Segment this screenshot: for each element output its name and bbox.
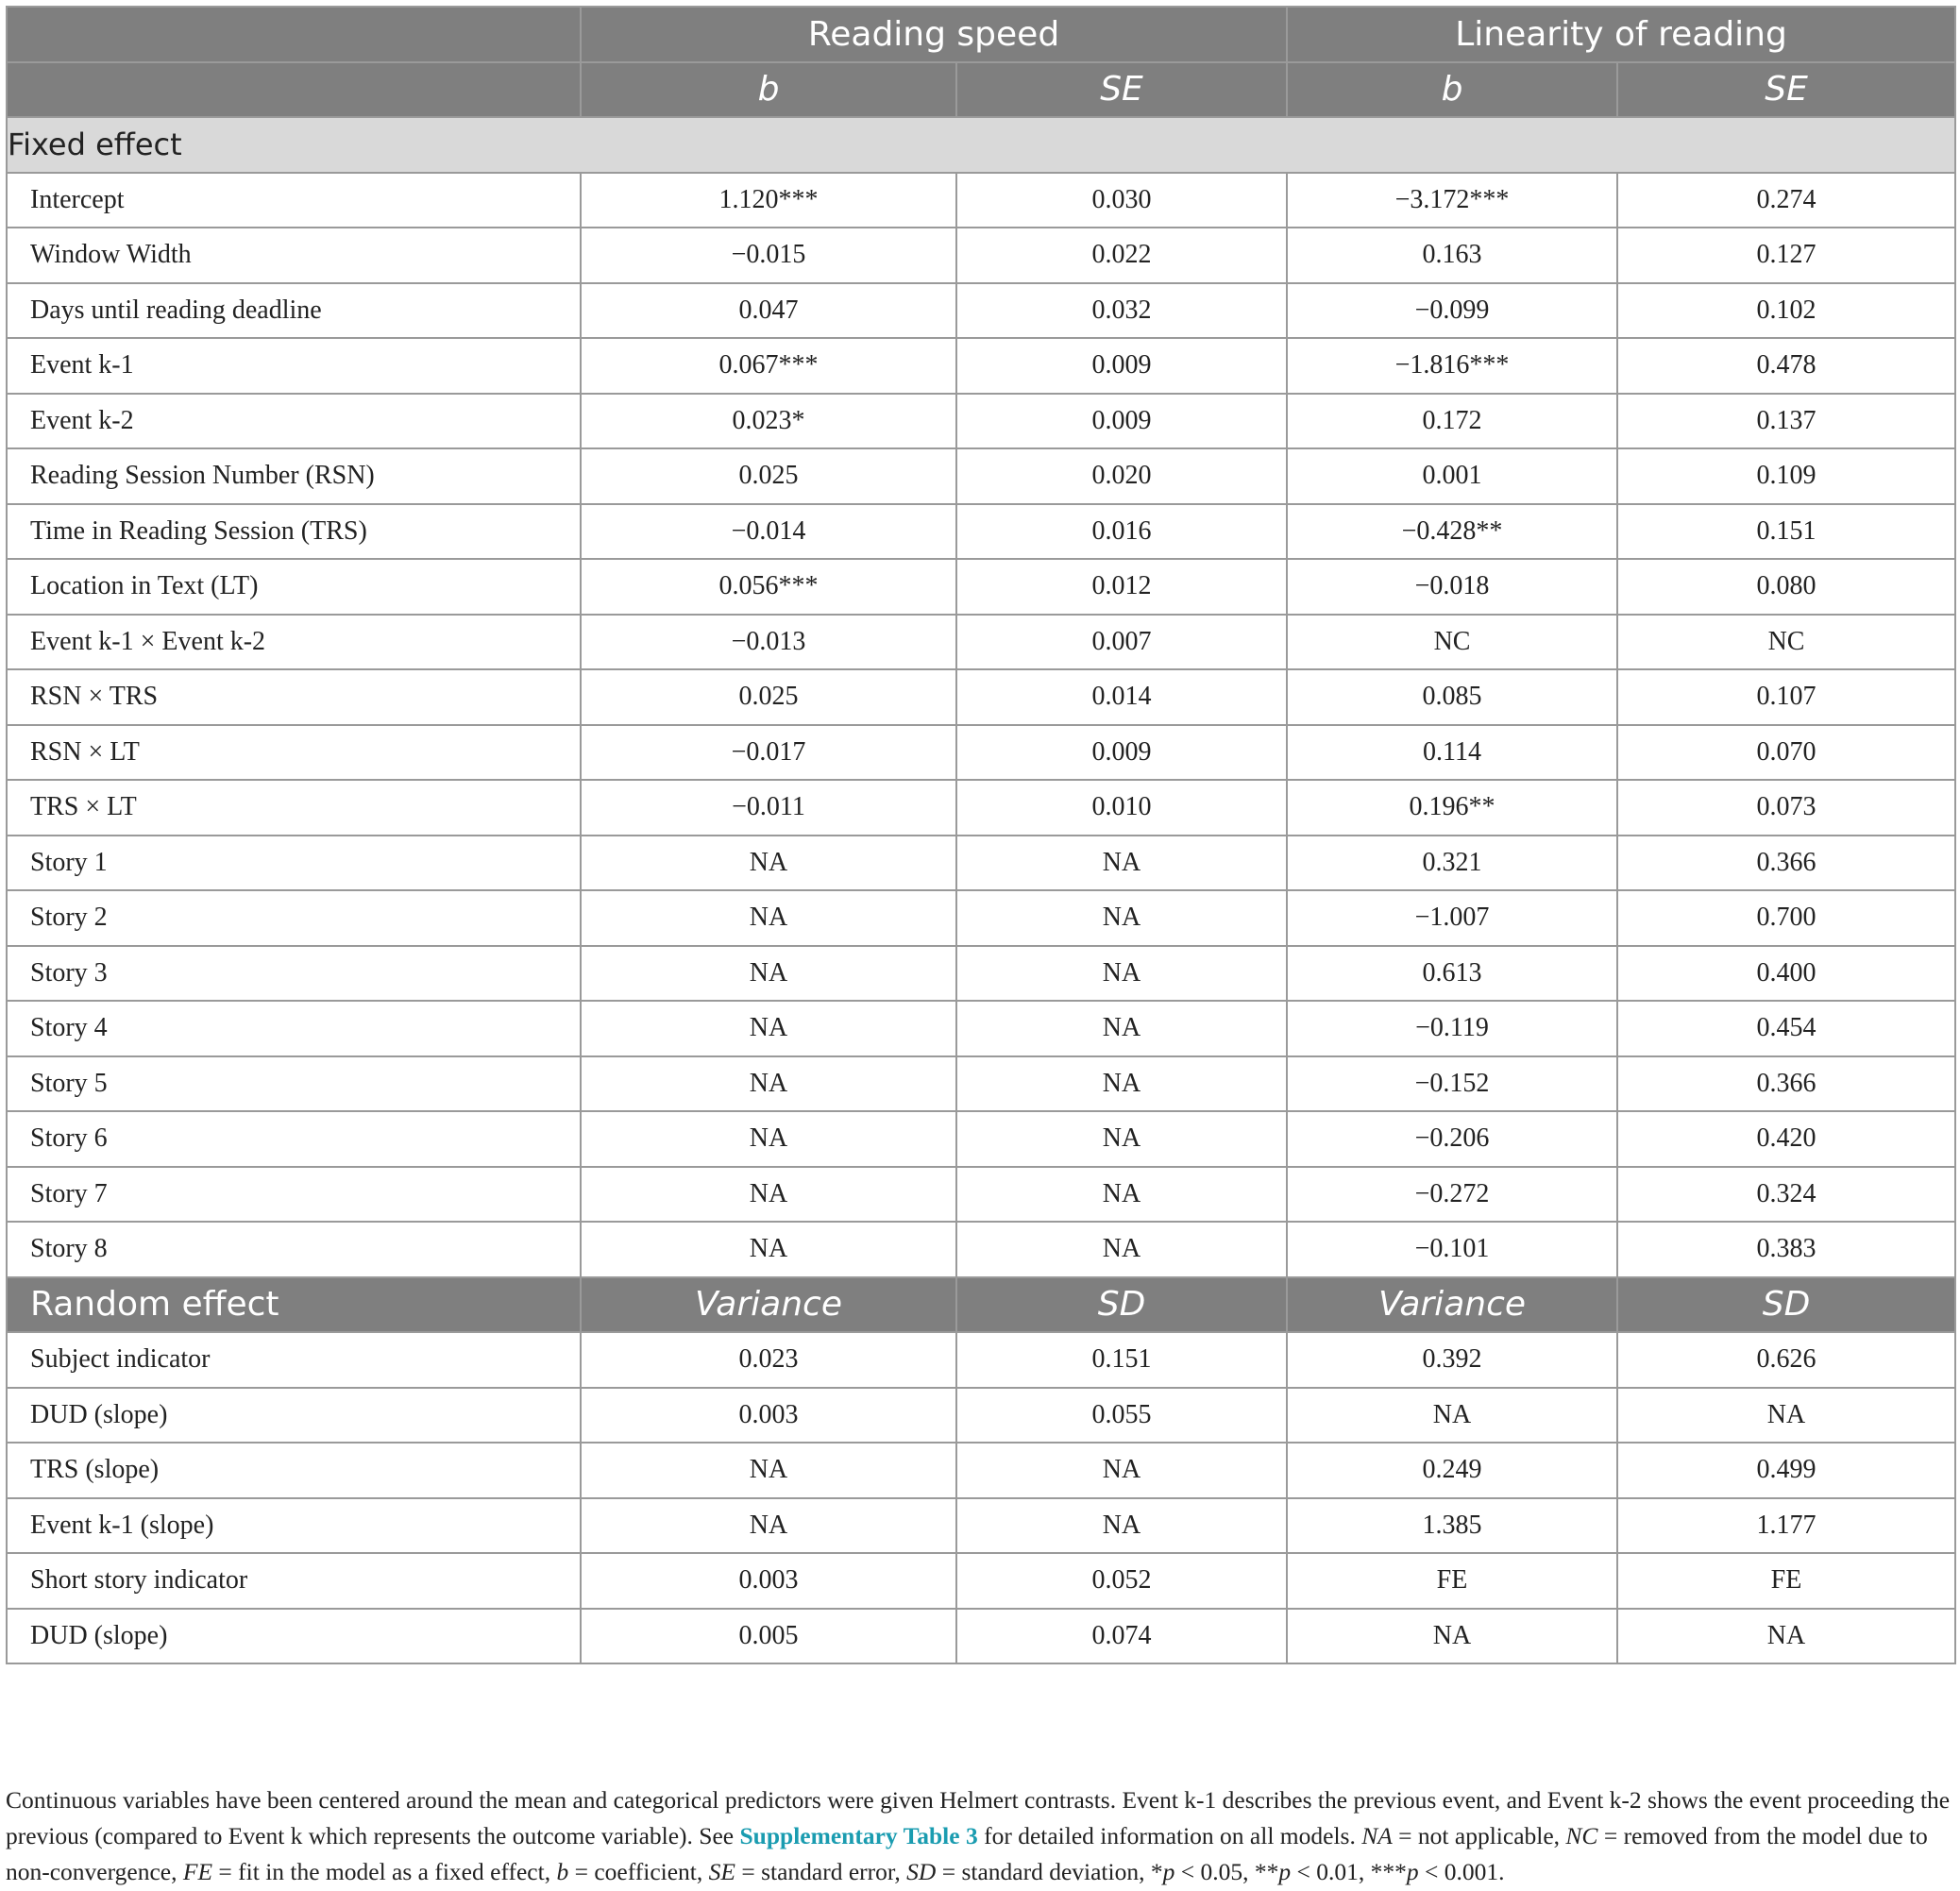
note-p2-star: ** bbox=[1254, 1858, 1279, 1885]
speed-b-cell: NA bbox=[581, 1167, 956, 1223]
linearity-se-cell: 0.700 bbox=[1617, 890, 1955, 946]
row-label-cell: DUD (slope) bbox=[7, 1609, 581, 1664]
random-effect-section-row bbox=[7, 1277, 1955, 1333]
linearity-b-cell: 0.163 bbox=[1287, 228, 1617, 283]
note-nc-abbr: NC bbox=[1565, 1822, 1598, 1849]
linearity-se-cell: 0.080 bbox=[1617, 559, 1955, 615]
row-label-cell: Story 4 bbox=[7, 1001, 581, 1056]
table-row bbox=[7, 615, 1955, 670]
speed-se-cell: NA bbox=[956, 1498, 1287, 1554]
note-nc-def: = removed from the model due to non-convergence, bbox=[6, 1822, 1928, 1885]
linearity-se-cell: 0.102 bbox=[1617, 283, 1955, 339]
note-na-def: = not applicable, bbox=[1392, 1822, 1566, 1849]
table-row bbox=[7, 283, 1955, 339]
linearity-se-cell: 0.070 bbox=[1617, 725, 1955, 781]
sd-linearity-header: SD bbox=[1617, 1277, 1955, 1333]
row-label-cell: TRS (slope) bbox=[7, 1443, 581, 1498]
header-linearity: Linearity of reading bbox=[1287, 7, 1955, 62]
linearity-b-cell: −1.007 bbox=[1287, 890, 1617, 946]
speed-b-cell: 0.067*** bbox=[581, 338, 956, 394]
row-label-cell: Location in Text (LT) bbox=[7, 559, 581, 615]
linearity-b-cell: 0.321 bbox=[1287, 836, 1617, 891]
row-label-cell: Story 1 bbox=[7, 836, 581, 891]
linearity-b-cell: −0.206 bbox=[1287, 1111, 1617, 1167]
table-row bbox=[7, 1167, 1955, 1223]
results-table-container bbox=[6, 6, 1954, 1664]
group-header-row bbox=[7, 7, 1955, 62]
speed-b-cell: NA bbox=[581, 1001, 956, 1056]
speed-b-cell: 0.003 bbox=[581, 1553, 956, 1609]
table-row bbox=[7, 1553, 1955, 1609]
linearity-se-cell: 0.107 bbox=[1617, 669, 1955, 725]
speed-b-cell: 0.023 bbox=[581, 1332, 956, 1388]
note-fe-abbr: FE bbox=[182, 1858, 213, 1885]
speed-se-cell: NA bbox=[956, 890, 1287, 946]
speed-se-cell: 0.055 bbox=[956, 1388, 1287, 1444]
note-se-abbr: SE bbox=[708, 1858, 735, 1885]
speed-se-cell: 0.074 bbox=[956, 1609, 1287, 1664]
note-text-1: Continuous variables have been centered around the mean and categorical predictors were given Helmert contrasts. Event k-1 describes the previous event, and Event k-2 shows the event proceeding the previous (compared to Event k which represents the outcome variable). See bbox=[6, 1786, 1951, 1849]
linearity-se-cell: 0.400 bbox=[1617, 946, 1955, 1002]
speed-se-cell: 0.012 bbox=[956, 559, 1287, 615]
speed-se-cell: 0.022 bbox=[956, 228, 1287, 283]
linearity-se-cell: 0.626 bbox=[1617, 1332, 1955, 1388]
linearity-b-cell: 0.114 bbox=[1287, 725, 1617, 781]
linearity-b-cell: NA bbox=[1287, 1388, 1617, 1444]
speed-se-cell: 0.020 bbox=[956, 448, 1287, 504]
table-row bbox=[7, 504, 1955, 560]
linearity-b-cell: −0.428** bbox=[1287, 504, 1617, 560]
row-label-cell: RSN × TRS bbox=[7, 669, 581, 725]
note-p2-sym: p bbox=[1278, 1858, 1292, 1885]
row-label-cell: Time in Reading Session (TRS) bbox=[7, 504, 581, 560]
regression-results-table bbox=[6, 6, 1956, 1664]
note-b-def: = coefficient, bbox=[568, 1858, 709, 1885]
linearity-se-cell: 0.151 bbox=[1617, 504, 1955, 560]
linearity-b-cell: −0.152 bbox=[1287, 1056, 1617, 1112]
table-row bbox=[7, 669, 1955, 725]
linearity-b-cell: NA bbox=[1287, 1609, 1617, 1664]
note-p1-star: * bbox=[1150, 1858, 1163, 1885]
linearity-b-cell: 0.613 bbox=[1287, 946, 1617, 1002]
table-row bbox=[7, 1498, 1955, 1554]
speed-se-cell: 0.009 bbox=[956, 394, 1287, 449]
speed-b-cell: NA bbox=[581, 1056, 956, 1112]
speed-se-cell: 0.014 bbox=[956, 669, 1287, 725]
speed-b-cell: NA bbox=[581, 946, 956, 1002]
speed-b-cell: NA bbox=[581, 1222, 956, 1277]
linearity-se-cell: 0.127 bbox=[1617, 228, 1955, 283]
row-label-cell: Event k-1 (slope) bbox=[7, 1498, 581, 1554]
table-row bbox=[7, 1332, 1955, 1388]
speed-se-cell: NA bbox=[956, 1056, 1287, 1112]
speed-b-cell: 0.005 bbox=[581, 1609, 956, 1664]
note-p3-rest: < 0.001. bbox=[1418, 1858, 1505, 1885]
table-row bbox=[7, 1056, 1955, 1112]
linearity-se-cell: 0.499 bbox=[1617, 1443, 1955, 1498]
speed-b-cell: 0.023* bbox=[581, 394, 956, 449]
linearity-b-cell: −0.272 bbox=[1287, 1167, 1617, 1223]
linearity-se-cell: 0.073 bbox=[1617, 780, 1955, 836]
table-row bbox=[7, 448, 1955, 504]
speed-se-cell: NA bbox=[956, 1001, 1287, 1056]
note-p2-rest: < 0.01, bbox=[1291, 1858, 1371, 1885]
sd-speed-header: SD bbox=[956, 1277, 1287, 1333]
subheader-se-linearity: SE bbox=[1617, 62, 1955, 118]
note-sd-abbr: SD bbox=[906, 1858, 937, 1885]
speed-b-cell: −0.015 bbox=[581, 228, 956, 283]
note-se-def: = standard error, bbox=[735, 1858, 907, 1885]
row-label-cell: Event k-2 bbox=[7, 394, 581, 449]
speed-b-cell: NA bbox=[581, 1111, 956, 1167]
linearity-b-cell: 1.385 bbox=[1287, 1498, 1617, 1554]
table-row bbox=[7, 394, 1955, 449]
speed-se-cell: 0.007 bbox=[956, 615, 1287, 670]
note-sd-def: = standard deviation, bbox=[936, 1858, 1151, 1885]
row-label-cell: Story 5 bbox=[7, 1056, 581, 1112]
linearity-se-cell: 0.274 bbox=[1617, 173, 1955, 228]
variance-speed-header: Variance bbox=[581, 1277, 956, 1333]
row-label-cell: RSN × LT bbox=[7, 725, 581, 781]
speed-se-cell: NA bbox=[956, 836, 1287, 891]
table-row bbox=[7, 1222, 1955, 1277]
linearity-b-cell: −0.018 bbox=[1287, 559, 1617, 615]
supplementary-table-link[interactable]: Supplementary Table 3 bbox=[739, 1822, 978, 1849]
linearity-b-cell: −0.101 bbox=[1287, 1222, 1617, 1277]
table-row bbox=[7, 780, 1955, 836]
linearity-se-cell: 0.366 bbox=[1617, 1056, 1955, 1112]
table-row bbox=[7, 559, 1955, 615]
header-reading-speed: Reading speed bbox=[581, 7, 1287, 62]
row-label-cell: Story 3 bbox=[7, 946, 581, 1002]
speed-b-cell: −0.014 bbox=[581, 504, 956, 560]
table-row bbox=[7, 1443, 1955, 1498]
linearity-b-cell: FE bbox=[1287, 1553, 1617, 1609]
note-p3-star: *** bbox=[1370, 1858, 1407, 1885]
linearity-se-cell: 0.420 bbox=[1617, 1111, 1955, 1167]
fixed-effect-label: Fixed effect bbox=[7, 117, 1955, 173]
table-row bbox=[7, 836, 1955, 891]
linearity-b-cell: −3.172*** bbox=[1287, 173, 1617, 228]
linearity-b-cell: −0.119 bbox=[1287, 1001, 1617, 1056]
speed-se-cell: 0.030 bbox=[956, 173, 1287, 228]
speed-b-cell: 0.056*** bbox=[581, 559, 956, 615]
linearity-b-cell: 0.085 bbox=[1287, 669, 1617, 725]
linearity-b-cell: 0.196** bbox=[1287, 780, 1617, 836]
speed-b-cell: 0.025 bbox=[581, 669, 956, 725]
speed-b-cell: NA bbox=[581, 1498, 956, 1554]
subheader-empty-cell bbox=[7, 62, 581, 118]
linearity-se-cell: NA bbox=[1617, 1388, 1955, 1444]
speed-b-cell: −0.011 bbox=[581, 780, 956, 836]
note-na-abbr: NA bbox=[1361, 1822, 1393, 1849]
table-row bbox=[7, 1609, 1955, 1664]
linearity-b-cell: −1.816*** bbox=[1287, 338, 1617, 394]
linearity-se-cell: 1.177 bbox=[1617, 1498, 1955, 1554]
speed-se-cell: 0.052 bbox=[956, 1553, 1287, 1609]
linearity-se-cell: NA bbox=[1617, 1609, 1955, 1664]
note-b-abbr: b bbox=[556, 1858, 569, 1885]
subheader-row bbox=[7, 62, 1955, 118]
table-row bbox=[7, 173, 1955, 228]
note-p3-sym: p bbox=[1406, 1858, 1419, 1885]
speed-se-cell: 0.009 bbox=[956, 725, 1287, 781]
note-text-2: for detailed information on all models. bbox=[977, 1822, 1362, 1849]
linearity-se-cell: 0.324 bbox=[1617, 1167, 1955, 1223]
linearity-se-cell: 0.137 bbox=[1617, 394, 1955, 449]
speed-se-cell: 0.032 bbox=[956, 283, 1287, 339]
linearity-se-cell: 0.383 bbox=[1617, 1222, 1955, 1277]
subheader-se-speed: SE bbox=[956, 62, 1287, 118]
row-label-cell: Reading Session Number (RSN) bbox=[7, 448, 581, 504]
linearity-se-cell: 0.109 bbox=[1617, 448, 1955, 504]
table-row bbox=[7, 1388, 1955, 1444]
speed-b-cell: 0.047 bbox=[581, 283, 956, 339]
row-label-cell: Short story indicator bbox=[7, 1553, 581, 1609]
table-row bbox=[7, 1001, 1955, 1056]
linearity-se-cell: 0.366 bbox=[1617, 836, 1955, 891]
speed-b-cell: −0.013 bbox=[581, 615, 956, 670]
linearity-b-cell: NC bbox=[1287, 615, 1617, 670]
table-row bbox=[7, 890, 1955, 946]
row-label-cell: TRS × LT bbox=[7, 780, 581, 836]
linearity-b-cell: 0.001 bbox=[1287, 448, 1617, 504]
table-row bbox=[7, 946, 1955, 1002]
speed-se-cell: 0.016 bbox=[956, 504, 1287, 560]
random-effect-label: Random effect bbox=[7, 1277, 581, 1333]
speed-b-cell: NA bbox=[581, 890, 956, 946]
speed-se-cell: NA bbox=[956, 946, 1287, 1002]
linearity-b-cell: 0.249 bbox=[1287, 1443, 1617, 1498]
linearity-b-cell: 0.172 bbox=[1287, 394, 1617, 449]
subheader-b-linearity: b bbox=[1287, 62, 1617, 118]
linearity-se-cell: NC bbox=[1617, 615, 1955, 670]
speed-se-cell: NA bbox=[956, 1222, 1287, 1277]
table-footnote bbox=[6, 1782, 1954, 1890]
table-row bbox=[7, 725, 1955, 781]
table-row bbox=[7, 228, 1955, 283]
row-label-cell: Days until reading deadline bbox=[7, 283, 581, 339]
speed-se-cell: NA bbox=[956, 1167, 1287, 1223]
table-row bbox=[7, 1111, 1955, 1167]
linearity-se-cell: 0.454 bbox=[1617, 1001, 1955, 1056]
speed-b-cell: NA bbox=[581, 1443, 956, 1498]
table-row bbox=[7, 338, 1955, 394]
speed-se-cell: NA bbox=[956, 1111, 1287, 1167]
linearity-b-cell: −0.099 bbox=[1287, 283, 1617, 339]
row-label-cell: Story 7 bbox=[7, 1167, 581, 1223]
speed-b-cell: −0.017 bbox=[581, 725, 956, 781]
note-p1-sym: p bbox=[1162, 1858, 1175, 1885]
row-label-cell: Event k-1 bbox=[7, 338, 581, 394]
linearity-se-cell: 0.478 bbox=[1617, 338, 1955, 394]
linearity-b-cell: 0.392 bbox=[1287, 1332, 1617, 1388]
speed-b-cell: 0.025 bbox=[581, 448, 956, 504]
speed-b-cell: NA bbox=[581, 836, 956, 891]
row-label-cell: Story 8 bbox=[7, 1222, 581, 1277]
speed-se-cell: NA bbox=[956, 1443, 1287, 1498]
fixed-effect-section-row bbox=[7, 117, 1955, 173]
speed-se-cell: 0.151 bbox=[956, 1332, 1287, 1388]
row-label-cell: Subject indicator bbox=[7, 1332, 581, 1388]
speed-b-cell: 1.120*** bbox=[581, 173, 956, 228]
row-label-cell: Story 6 bbox=[7, 1111, 581, 1167]
row-label-cell: Window Width bbox=[7, 228, 581, 283]
note-fe-def: = fit in the model as a fixed effect, bbox=[212, 1858, 557, 1885]
row-label-cell: Intercept bbox=[7, 173, 581, 228]
row-label-cell: Event k-1 × Event k-2 bbox=[7, 615, 581, 670]
variance-linearity-header: Variance bbox=[1287, 1277, 1617, 1333]
speed-b-cell: 0.003 bbox=[581, 1388, 956, 1444]
linearity-se-cell: FE bbox=[1617, 1553, 1955, 1609]
subheader-b-speed: b bbox=[581, 62, 956, 118]
speed-se-cell: 0.009 bbox=[956, 338, 1287, 394]
row-label-cell: Story 2 bbox=[7, 890, 581, 946]
note-p1-rest: < 0.05, bbox=[1174, 1858, 1255, 1885]
header-empty-cell bbox=[7, 7, 581, 62]
speed-se-cell: 0.010 bbox=[956, 780, 1287, 836]
row-label-cell: DUD (slope) bbox=[7, 1388, 581, 1444]
